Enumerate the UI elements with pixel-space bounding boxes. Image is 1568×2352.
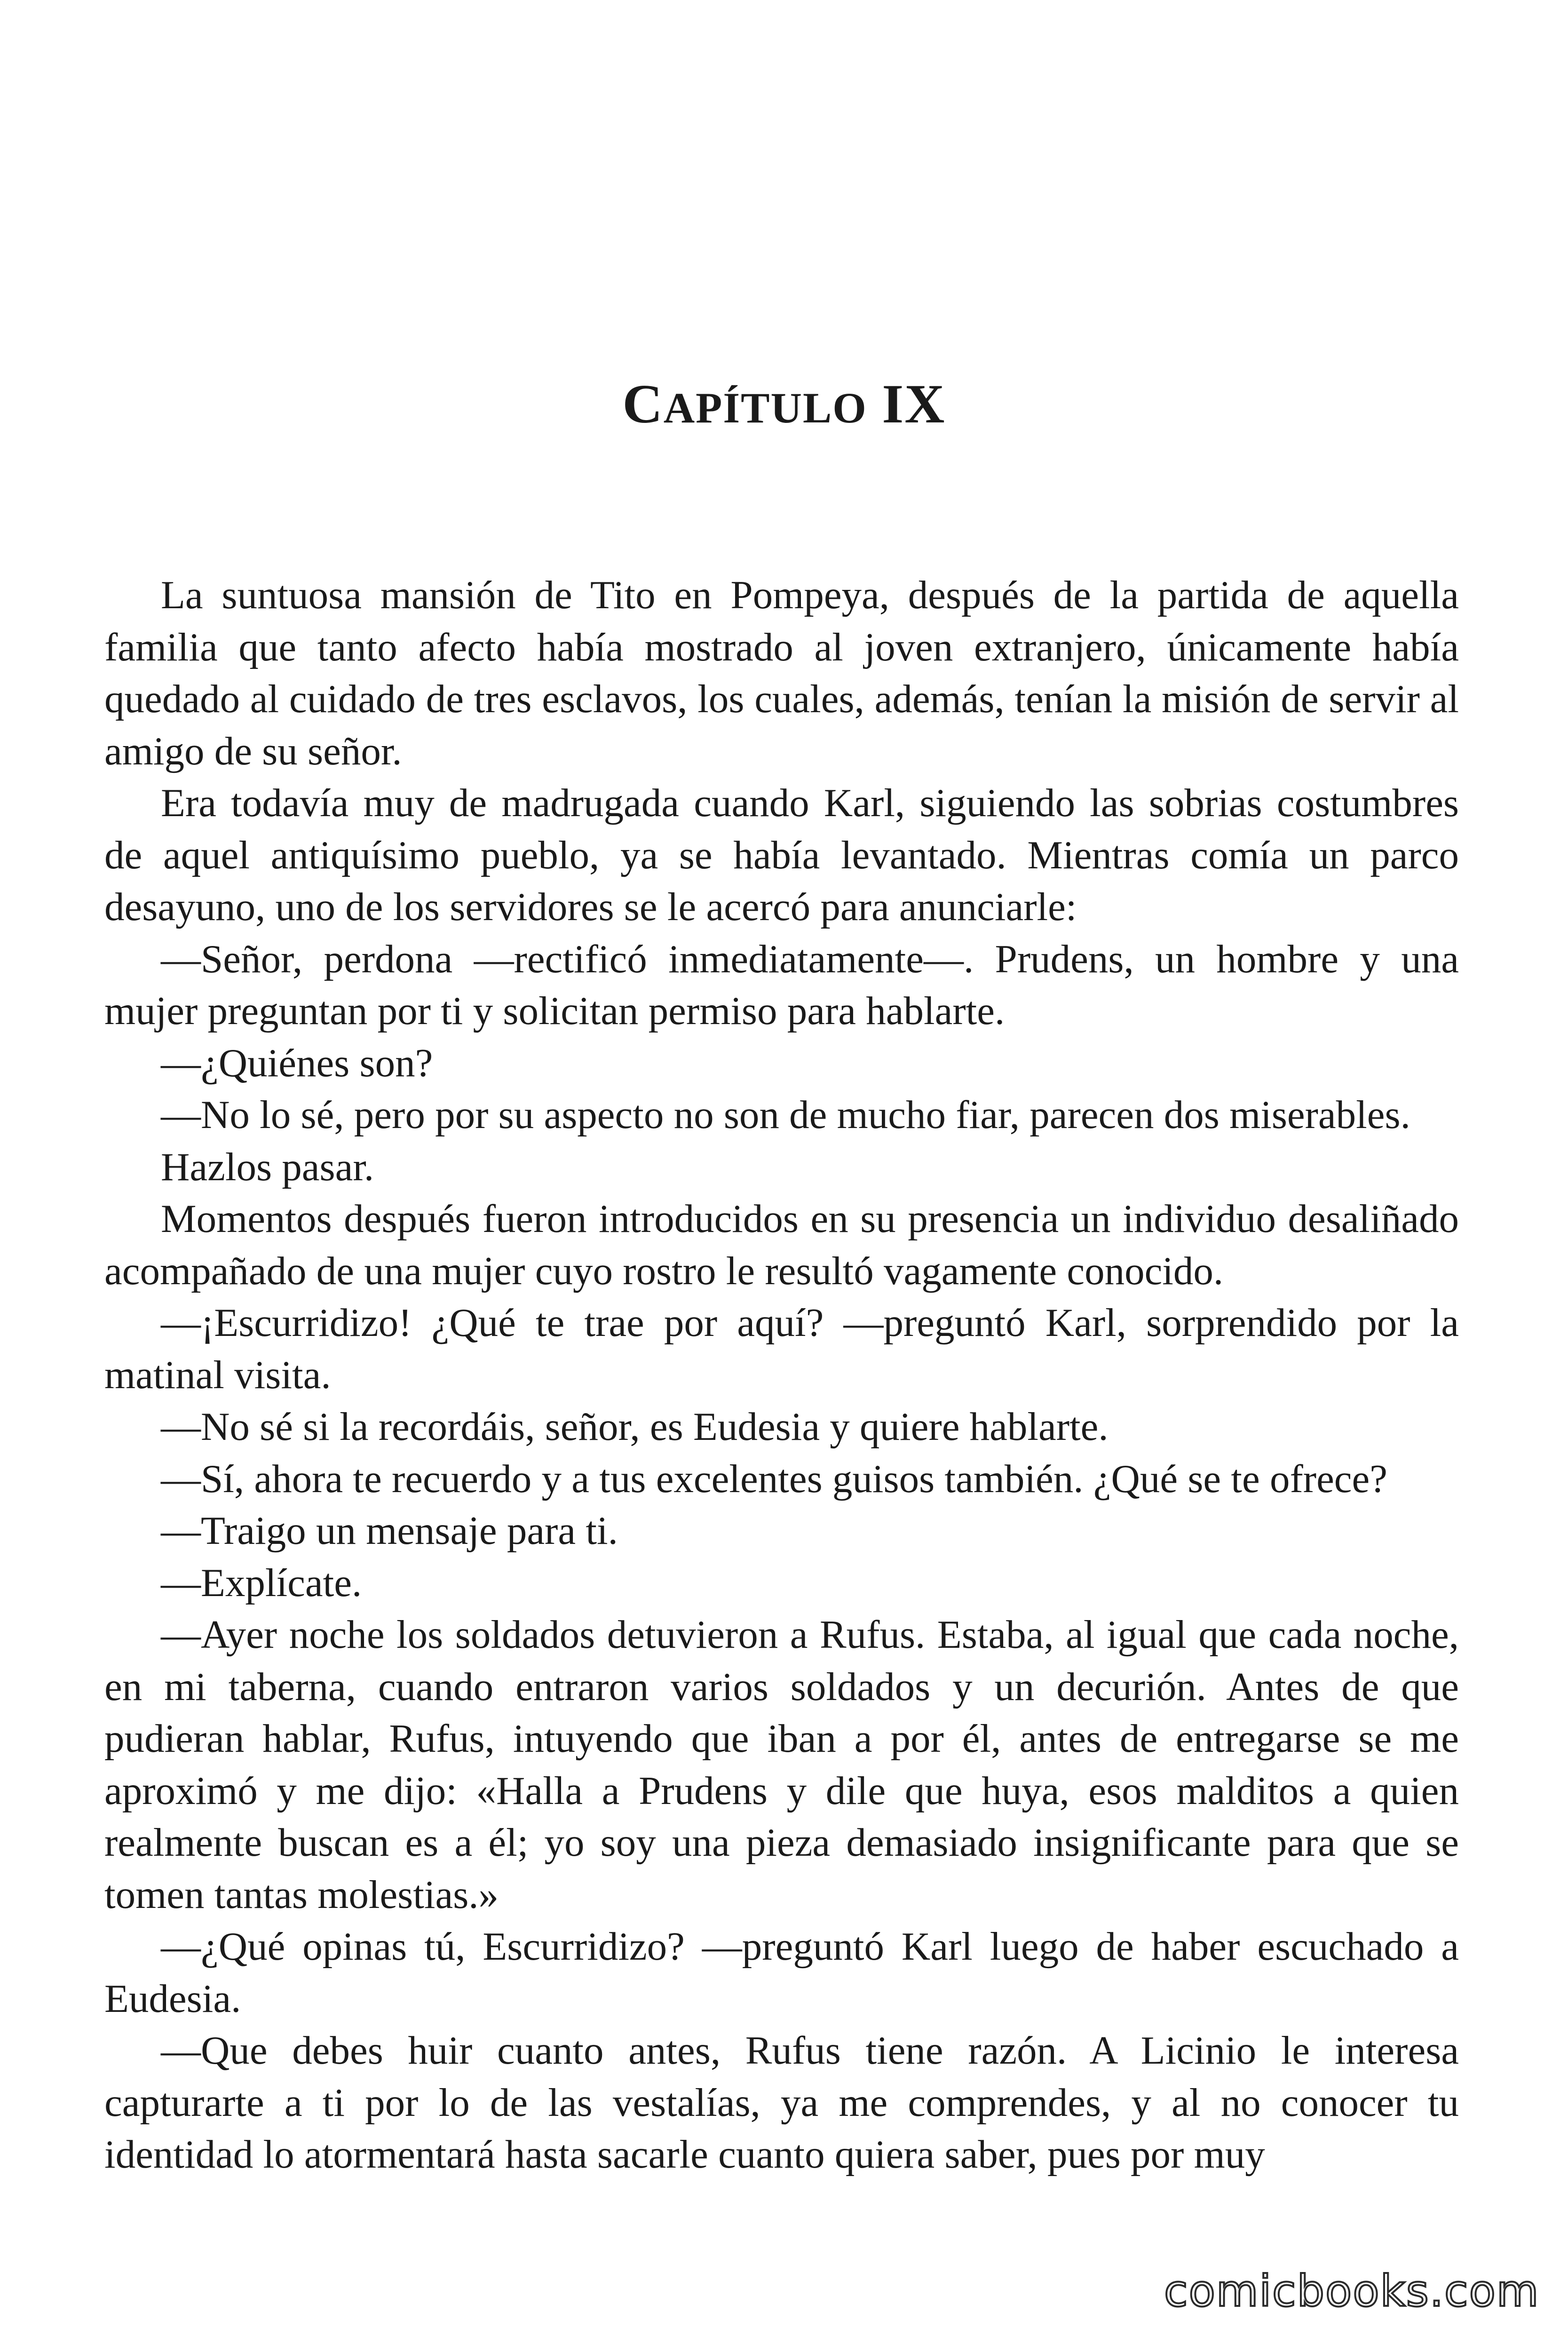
paragraph: —No sé si la recordáis, señor, es Eudesia y quiere hablarte. bbox=[161, 1405, 1109, 1449]
paragraph: Momentos después fueron introducidos en su presencia un individuo desaliñado acompañado de una mujer cuyo rostro le resultó vagamente conocido. bbox=[104, 1197, 1459, 1293]
chapter-title-numeral: IX bbox=[882, 373, 946, 435]
paragraph: —Explícate. bbox=[161, 1560, 362, 1605]
paragraph: —¿Qué opinas tú, Escurridizo? —preguntó Karl luego de haber escuchado a Eudesia. bbox=[104, 1924, 1459, 2021]
chapter-title-rest: APÍTULO bbox=[663, 384, 867, 432]
chapter-body bbox=[104, 569, 1459, 2181]
paragraph: Era todavía muy de madrugada cuando Karl, siguiendo las sobrias costumbres de aquel antiquísimo pueblo, ya se había levantado. Mientras comía un parco desayuno, uno de los servidores se le acercó para anunciarle: bbox=[104, 781, 1459, 929]
paragraph: Hazlos pasar. bbox=[161, 1144, 374, 1189]
paragraph: —Que debes huir cuanto antes, Rufus tiene razón. A Licinio le interesa capturarte a ti por lo de las vestalías, ya me comprendes, y al no conocer tu identidad lo atormentará hasta sacarle cuanto quiera saber, pues por muy bbox=[104, 2028, 1459, 2177]
paragraph: —Traigo un mensaje para ti. bbox=[161, 1509, 618, 1553]
watermark: comicbooks.com bbox=[1164, 2266, 1540, 2316]
paragraph: —Señor, perdona —rectificó inmediatamente—. Prudens, un hombre y una mujer preguntan por ti y solicitan permiso para hablarte. bbox=[104, 937, 1459, 1033]
paragraph: La suntuosa mansión de Tito en Pompeya, después de la partida de aquella familia que tanto afecto había mostrado al joven extranjero, únicamente había quedado al cuidado de tres esclavos, los cuales, además, tenían la misión de servir al amigo de su señor. bbox=[104, 573, 1459, 773]
paragraph: —¿Quiénes son? bbox=[161, 1041, 433, 1085]
chapter-title bbox=[0, 373, 1568, 435]
paragraph: —Ayer noche los soldados detuvieron a Rufus. Estaba, al igual que cada noche, en mi taberna, cuando entraron varios soldados y un decurión. Antes de que pudieran hablar, Rufus, intuyendo que iban a por él, antes de entregarse se me aproximó y me dijo: «Halla a Prudens y dile que huya, esos malditos a quien realmente buscan es a él; yo soy una pieza demasiado insignificante para que se tomen tantas molestias.» bbox=[104, 1613, 1459, 1917]
paragraph: —Sí, ahora te recuerdo y a tus excelentes guisos también. ¿Qué se te ofrece? bbox=[161, 1456, 1387, 1501]
paragraph: —No lo sé, pero por su aspecto no son de mucho fiar, parecen dos miserables. bbox=[161, 1093, 1410, 1137]
paragraph: —¡Escurridizo! ¿Qué te trae por aquí? —preguntó Karl, sorprendido por la matinal visita. bbox=[104, 1301, 1459, 1397]
chapter-title-initial: C bbox=[622, 373, 664, 435]
